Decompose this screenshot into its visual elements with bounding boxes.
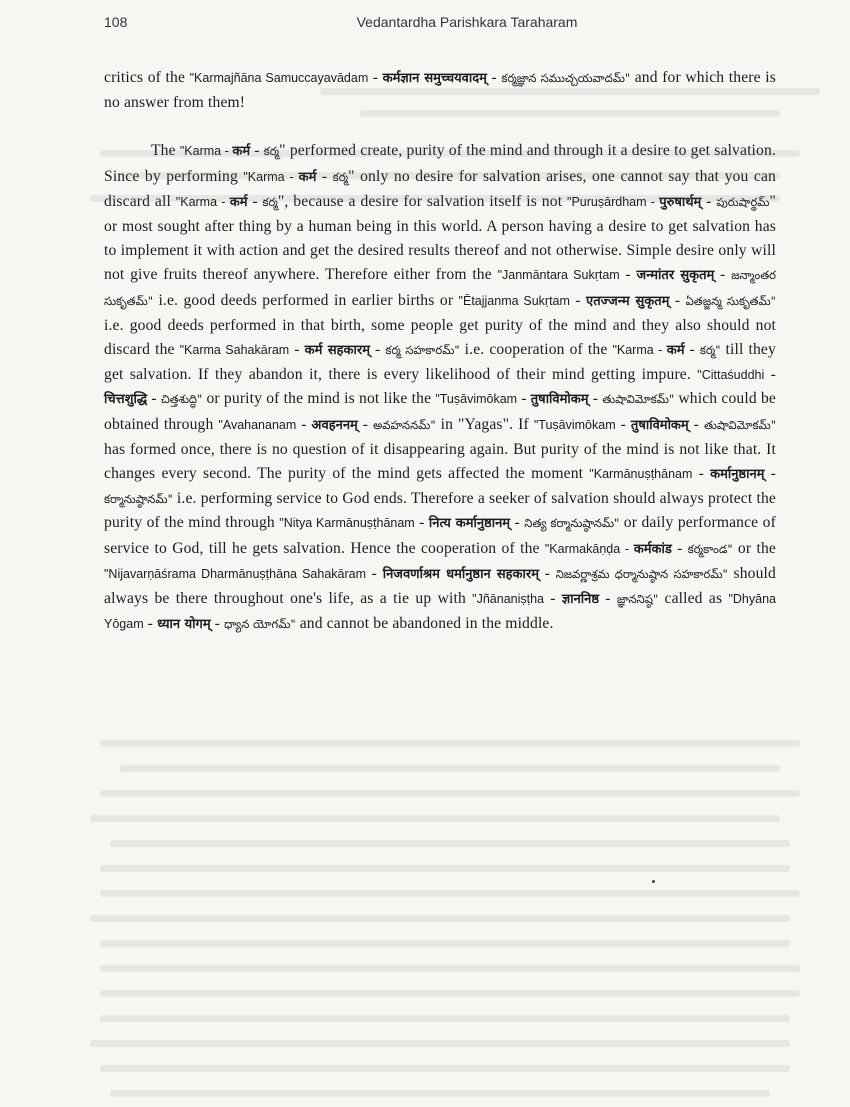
page-header	[104, 14, 790, 40]
devanagari-term: जन्मांतर सुकृतम्	[636, 268, 715, 284]
devanagari-term: कर्म सहकारम्	[304, 343, 370, 359]
text-run: which could be obtained through	[104, 390, 776, 433]
text-run: and cannot be abandoned in the middle.	[295, 615, 554, 633]
bleed-line	[100, 890, 800, 897]
transliteration: "Karma -	[175, 194, 230, 209]
telugu-term: నిజవర్ణాశ్రమ ధర్మానుష్ఠాన సహకారమ్"	[555, 566, 728, 581]
text-run: -	[538, 564, 556, 582]
bleed-line	[110, 840, 790, 847]
text-run: -	[143, 615, 158, 633]
text-run: or the	[732, 539, 776, 557]
devanagari-term: ध्यान योगम्	[157, 617, 211, 633]
text-run: should always be there throughout one's life, as a tie up with	[104, 564, 776, 608]
text-run: -	[366, 564, 383, 582]
transliteration: "Nitya Karmānuṣṭhānam	[279, 516, 415, 531]
text-run: -	[368, 69, 383, 86]
transliteration: "Nijavarṇāśrama Dharmānuṣṭhāna Sahakāram	[104, 566, 366, 581]
text-run: The	[151, 142, 180, 160]
bleed-line	[100, 1065, 790, 1072]
telugu-term: జన్మాంతర సుకృతమ్"	[104, 268, 776, 308]
telugu-term: కర్మానుష్ఠానమ్"	[104, 492, 173, 507]
telugu-term: అవహననమ్"	[373, 417, 436, 432]
text-run: critics of the	[104, 69, 190, 86]
text-run: -	[588, 390, 603, 408]
body-text	[104, 66, 776, 637]
text-run: i.e. good deeds performed in earlier births or	[153, 291, 459, 309]
text-run: i.e. good deeds performed in that birth, some people get purity of the mind and they also should not discard the	[104, 316, 776, 359]
text-run: i.e. performing service to God ends. Therefore a seeker of salvation should always protect the purity of the mind through	[104, 490, 776, 532]
text-run: has formed once, there is no question of it disappearing again. But purity of the mind is not like that. It changes every second. The purity of the mind gets affected the moment	[104, 440, 776, 483]
devanagari-term: कर्म	[229, 194, 248, 210]
transliteration: "Ētajjanma Sukṛtam	[458, 293, 570, 308]
text-run: -	[247, 192, 263, 210]
devanagari-term: नित्य कर्मानुष्ठानम्	[428, 516, 511, 532]
bleed-line	[100, 740, 800, 747]
bleed-line	[100, 990, 800, 997]
text-run: -	[486, 69, 502, 86]
text-run: or purity of the mind is not like the	[202, 390, 436, 408]
transliteration: "Karma -	[612, 343, 667, 358]
devanagari-term: एतज्जन्म सुकृतम्	[586, 293, 670, 309]
text-run: and for which there is no answer from them!	[104, 69, 776, 112]
telugu-term: పురుషార్థమ్	[716, 194, 770, 209]
devanagari-term: चित्तशुद्धि	[104, 392, 148, 408]
paragraph-2	[104, 139, 776, 637]
transliteration: "Karmakāṇḍa -	[544, 541, 634, 556]
text-run: " performed create, purity of the mind and through it a desire to get salvation. Since by performing	[104, 142, 776, 185]
text-run: -	[684, 341, 700, 359]
telugu-term: కర్మ సహకారమ్"	[385, 343, 460, 358]
devanagari-term: तुषाविमोकम्	[630, 417, 689, 433]
text-run: -	[289, 341, 305, 359]
text-run: till they get salvation. If they abandon it, there is every likelihood of their mind getting impure.	[104, 341, 776, 384]
text-run: or daily performance of service to God, till he gets salvation. Hence the cooperation of the	[104, 514, 776, 557]
text-run: ", because a desire for salvation itself is not	[277, 192, 568, 210]
bleed-line	[110, 1090, 770, 1097]
devanagari-term: कर्म	[298, 169, 317, 185]
telugu-term: కర్మ	[332, 169, 349, 184]
devanagari-term: कर्मज्ञान समुच्चयवादम्	[382, 71, 487, 86]
telugu-term: కర్మకాండ"	[687, 541, 733, 556]
text-run: -	[701, 192, 717, 210]
text-run: -	[619, 266, 637, 284]
transliteration: "Tuṣāvimōkam	[533, 417, 616, 432]
text-run: -	[414, 514, 429, 532]
bleed-line	[100, 940, 790, 947]
page-number: 108	[104, 14, 128, 30]
text-run: -	[370, 341, 386, 359]
devanagari-term: पुरुषार्थम्	[659, 194, 702, 210]
running-title: Vedantardha Parishkara Taraharam	[356, 14, 578, 30]
devanagari-term: कर्म	[232, 144, 251, 160]
text-run: -	[316, 167, 333, 185]
transliteration: "Jñānaniṣṭha	[472, 592, 545, 607]
text-run: i.e. cooperation of the	[459, 341, 613, 359]
transliteration: "Dhyāna Yōgam	[104, 592, 776, 632]
transliteration: "Avahananam	[218, 417, 297, 432]
bleed-line	[90, 1040, 790, 1047]
text-run: -	[714, 266, 732, 284]
telugu-term: జ్ఞాననిష్ఠ"	[616, 592, 659, 607]
text-run: -	[692, 465, 711, 483]
bleed-line	[90, 915, 790, 922]
text-run: -	[599, 590, 617, 608]
bleed-line	[90, 815, 780, 822]
transliteration: "Karma -	[179, 144, 233, 159]
text-run: -	[296, 415, 312, 433]
text-run: -	[671, 539, 688, 557]
bleed-line	[100, 865, 790, 872]
text-run: -	[569, 291, 587, 309]
devanagari-term: निजवर्णाश्रम धर्मानुष्ठान सहकारम्	[382, 566, 539, 582]
bleed-line	[100, 965, 800, 972]
telugu-term: కర్మ	[262, 194, 278, 209]
text-run: -	[250, 142, 264, 160]
bleed-line	[120, 765, 780, 772]
paragraph-1	[104, 66, 776, 115]
devanagari-term: तुषाविमोकम्	[530, 392, 589, 408]
scan-speck	[652, 880, 655, 883]
text-run: -	[669, 291, 686, 309]
telugu-term: తుషావిమోకమ్"	[602, 392, 675, 407]
text-run: called as	[658, 590, 729, 608]
text-run: " only no desire for salvation arises, one cannot say that you can discard all	[104, 167, 776, 210]
telugu-term: ఏతజ్జన్మ సుకృతమ్"	[685, 293, 776, 308]
text-run: -	[688, 415, 704, 433]
telugu-term: కర్మ	[263, 144, 280, 159]
telugu-term: కర్మజ్ఞాన సముచ్చయవాదమ్"	[501, 71, 631, 85]
telugu-term: కర్మ"	[699, 343, 721, 358]
text-run: -	[210, 615, 225, 633]
devanagari-term: कर्मकांड	[633, 541, 672, 557]
devanagari-term: कर्मानुष्ठानम्	[710, 467, 765, 483]
transliteration: "Karma Sahakāram	[179, 343, 290, 358]
transliteration: "Karmānuṣṭhānam	[589, 467, 693, 482]
transliteration: "Karmajñāna Samuccayavādam	[189, 71, 369, 85]
text-run: in "Yagas". If	[435, 415, 534, 433]
devanagari-term: ज्ञाननिष्ठ	[561, 592, 600, 608]
text-run: -	[357, 415, 374, 433]
text-run: -	[615, 415, 631, 433]
telugu-term: ధ్యాన యోగమ్"	[224, 617, 296, 632]
text-run: -	[510, 514, 525, 532]
text-run: -	[544, 590, 562, 608]
text-run: -	[147, 390, 161, 408]
telugu-term: చిత్తశుద్ధి"	[160, 392, 203, 407]
transliteration: "Puruṣārdham -	[567, 194, 660, 209]
telugu-term: తుషావిమోకమ్"	[703, 417, 776, 432]
transliteration: "Cittaśuddhi	[697, 368, 765, 383]
text-run: -	[764, 366, 776, 384]
devanagari-term: अवहननम्	[311, 417, 358, 433]
bleed-line	[100, 1015, 790, 1022]
transliteration: "Tuṣāvimōkam	[435, 392, 518, 407]
text-run: " or most sought after thing by a human being in this world. A person having a desire to get salvation has to implement it with action and get the desired results thereof and not otherwise. Simple desire only will not give fruits thereof anywhere. Therefore either from the	[104, 192, 776, 284]
text-run: -	[517, 390, 531, 408]
bleed-line	[100, 790, 800, 797]
devanagari-term: कर्म	[666, 343, 685, 359]
text-run: -	[764, 465, 776, 483]
transliteration: "Karma -	[243, 169, 299, 184]
telugu-term: నిత్య కర్మానుష్ఠానమ్"	[524, 516, 620, 531]
transliteration: "Janmāntara Sukṛtam	[497, 268, 620, 283]
